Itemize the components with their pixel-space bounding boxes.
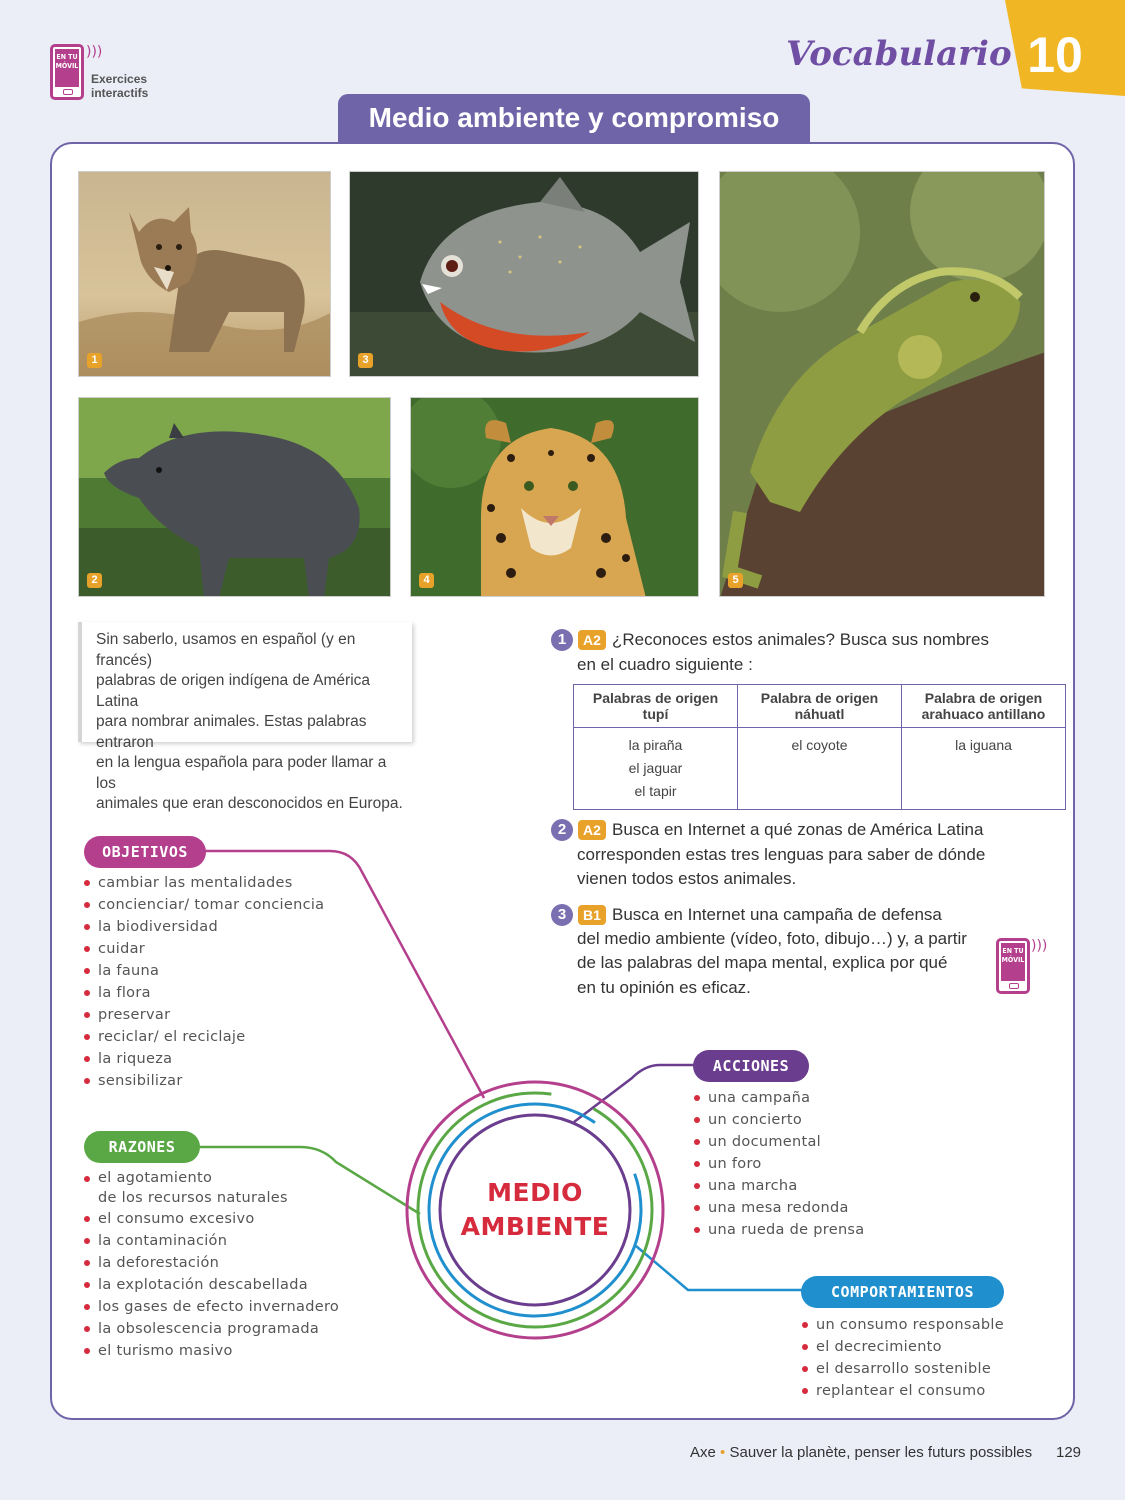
list-item: reciclar/ el reciclaje xyxy=(84,1026,384,1048)
photo-number-2: 2 xyxy=(87,573,102,588)
footer-separator: • xyxy=(720,1444,726,1461)
list-item: la explotación descabellada xyxy=(84,1274,384,1296)
exercise-1-number: 1 xyxy=(551,629,573,651)
photo-number-3: 3 xyxy=(358,353,373,368)
acciones-list xyxy=(694,1087,954,1241)
list-item xyxy=(84,1168,384,1208)
objetivos-list xyxy=(84,872,384,1092)
list-item: cambiar las mentalidades xyxy=(84,872,384,894)
footer-axis-label: Axe xyxy=(690,1444,716,1461)
footer-text: Sauver la planète, penser les futurs possibles xyxy=(729,1444,1033,1461)
list-item: un concierto xyxy=(694,1109,954,1131)
list-item: un consumo responsable xyxy=(802,1314,1042,1336)
item-line: el agotamiento xyxy=(98,1170,213,1186)
info-line: para nombrar animales. Estas palabras entraron xyxy=(96,713,367,751)
list-item: concienciar/ tomar conciencia xyxy=(84,894,384,916)
list-item: la riqueza xyxy=(84,1048,384,1070)
cell-word: el coyote xyxy=(791,737,848,753)
list-item: la obsolescencia programada xyxy=(84,1318,384,1340)
info-line: animales que eran desconocidos en Europa. xyxy=(96,795,403,812)
footer-axis xyxy=(690,1444,1032,1461)
comportamientos-label: COMPORTAMIENTOS xyxy=(801,1276,1004,1308)
info-line: Sin saberlo, usamos en español (y en francés) xyxy=(96,631,356,669)
exercise-2-line-1: Busca en Internet a qué zonas de América Latina xyxy=(612,820,984,839)
mobile-app-badge: EN TU MÓVIL xyxy=(55,49,79,87)
list-item: el consumo excesivo xyxy=(84,1208,384,1230)
list-item: la deforestación xyxy=(84,1252,384,1274)
exercise-2-level-badge: A2 xyxy=(578,820,606,840)
exercise-3-number: 3 xyxy=(551,904,573,926)
exercise-3-line-4: en tu opinión es eficaz. xyxy=(577,978,751,997)
mind-map-center xyxy=(450,1176,620,1244)
header-line: tupí xyxy=(642,706,669,722)
list-item: la flora xyxy=(84,982,384,1004)
list-item: un foro xyxy=(694,1153,954,1175)
page-number: 129 xyxy=(1056,1444,1082,1461)
exercise-3-line-2: del medio ambiente (vídeo, foto, dibujo…) y, a partir xyxy=(577,929,967,948)
header-line: arahuaco antillano xyxy=(921,706,1046,722)
header-line: Palabra de origen xyxy=(760,690,879,706)
list-item: la fauna xyxy=(84,960,384,982)
item-line: de los recursos naturales xyxy=(98,1190,288,1206)
photo-number-1: 1 xyxy=(87,353,102,368)
razones-label: RAZONES xyxy=(84,1131,200,1163)
label-line-2: interactifs xyxy=(91,86,149,100)
page-title: Medio ambiente y compromiso xyxy=(338,94,810,142)
exercise-1-line-2: en el cuadro siguiente : xyxy=(577,655,753,674)
list-item: los gases de efecto invernadero xyxy=(84,1296,384,1318)
signal-waves-icon: ))) xyxy=(1031,938,1048,954)
exercise-3-line-3: de las palabras del mapa mental, explica por qué xyxy=(577,953,948,972)
section-title: Vocabulario xyxy=(786,34,1012,74)
razones-list xyxy=(84,1168,384,1362)
cell-word: la iguana xyxy=(955,737,1012,753)
list-item: el turismo masivo xyxy=(84,1340,384,1362)
exercise-2-number: 2 xyxy=(551,819,573,841)
list-item: replantear el consumo xyxy=(802,1380,1042,1402)
photo-number-4: 4 xyxy=(419,573,434,588)
objetivos-label: OBJETIVOS xyxy=(84,836,206,868)
cell-word: el tapir xyxy=(634,783,677,799)
list-item: el desarrollo sostenible xyxy=(802,1358,1042,1380)
list-item: el decrecimiento xyxy=(802,1336,1042,1358)
list-item: la contaminación xyxy=(84,1230,384,1252)
exercise-3-level-badge: B1 xyxy=(578,905,606,925)
list-item: una mesa redonda xyxy=(694,1197,954,1219)
label-line-1: Exercices xyxy=(91,72,148,86)
exercise-3-line-1: Busca en Internet una campaña de defensa xyxy=(612,905,942,924)
list-item: sensibilizar xyxy=(84,1070,384,1092)
center-line-1: MEDIO xyxy=(487,1178,583,1207)
chapter-number: 10 xyxy=(1027,27,1083,83)
info-line: palabras de origen indígena de América Latina xyxy=(96,672,371,710)
exercise-1-level-badge: A2 xyxy=(578,630,606,650)
header-line: Palabras de origen xyxy=(592,690,719,706)
list-item: cuidar xyxy=(84,938,384,960)
signal-waves-icon: ))) xyxy=(86,44,103,60)
exercise-1-line-1: ¿Reconoces estos animales? Busca sus nombres xyxy=(612,630,990,649)
info-line: en la lengua española para poder llamar a los xyxy=(96,754,387,792)
exercise-2-line-3: vienen todos estos animales. xyxy=(577,869,797,888)
center-line-2: AMBIENTE xyxy=(460,1212,610,1241)
acciones-label: ACCIONES xyxy=(693,1050,809,1082)
list-item: la biodiversidad xyxy=(84,916,384,938)
list-item: un documental xyxy=(694,1131,954,1153)
comportamientos-list xyxy=(802,1314,1042,1402)
cell-word: el jaguar xyxy=(628,760,683,776)
cell-word: la piraña xyxy=(628,737,683,753)
exercise-2-line-2: corresponden estas tres lenguas para saber de dónde xyxy=(577,845,986,864)
photo-number-5: 5 xyxy=(728,573,743,588)
list-item: una marcha xyxy=(694,1175,954,1197)
header-line: náhuatl xyxy=(794,706,845,722)
list-item: una campaña xyxy=(694,1087,954,1109)
list-item: preservar xyxy=(84,1004,384,1026)
list-item: una rueda de prensa xyxy=(694,1219,954,1241)
header-line: Palabra de origen xyxy=(924,690,1043,706)
mobile-app-badge: EN TU MÓVIL xyxy=(1001,943,1025,981)
